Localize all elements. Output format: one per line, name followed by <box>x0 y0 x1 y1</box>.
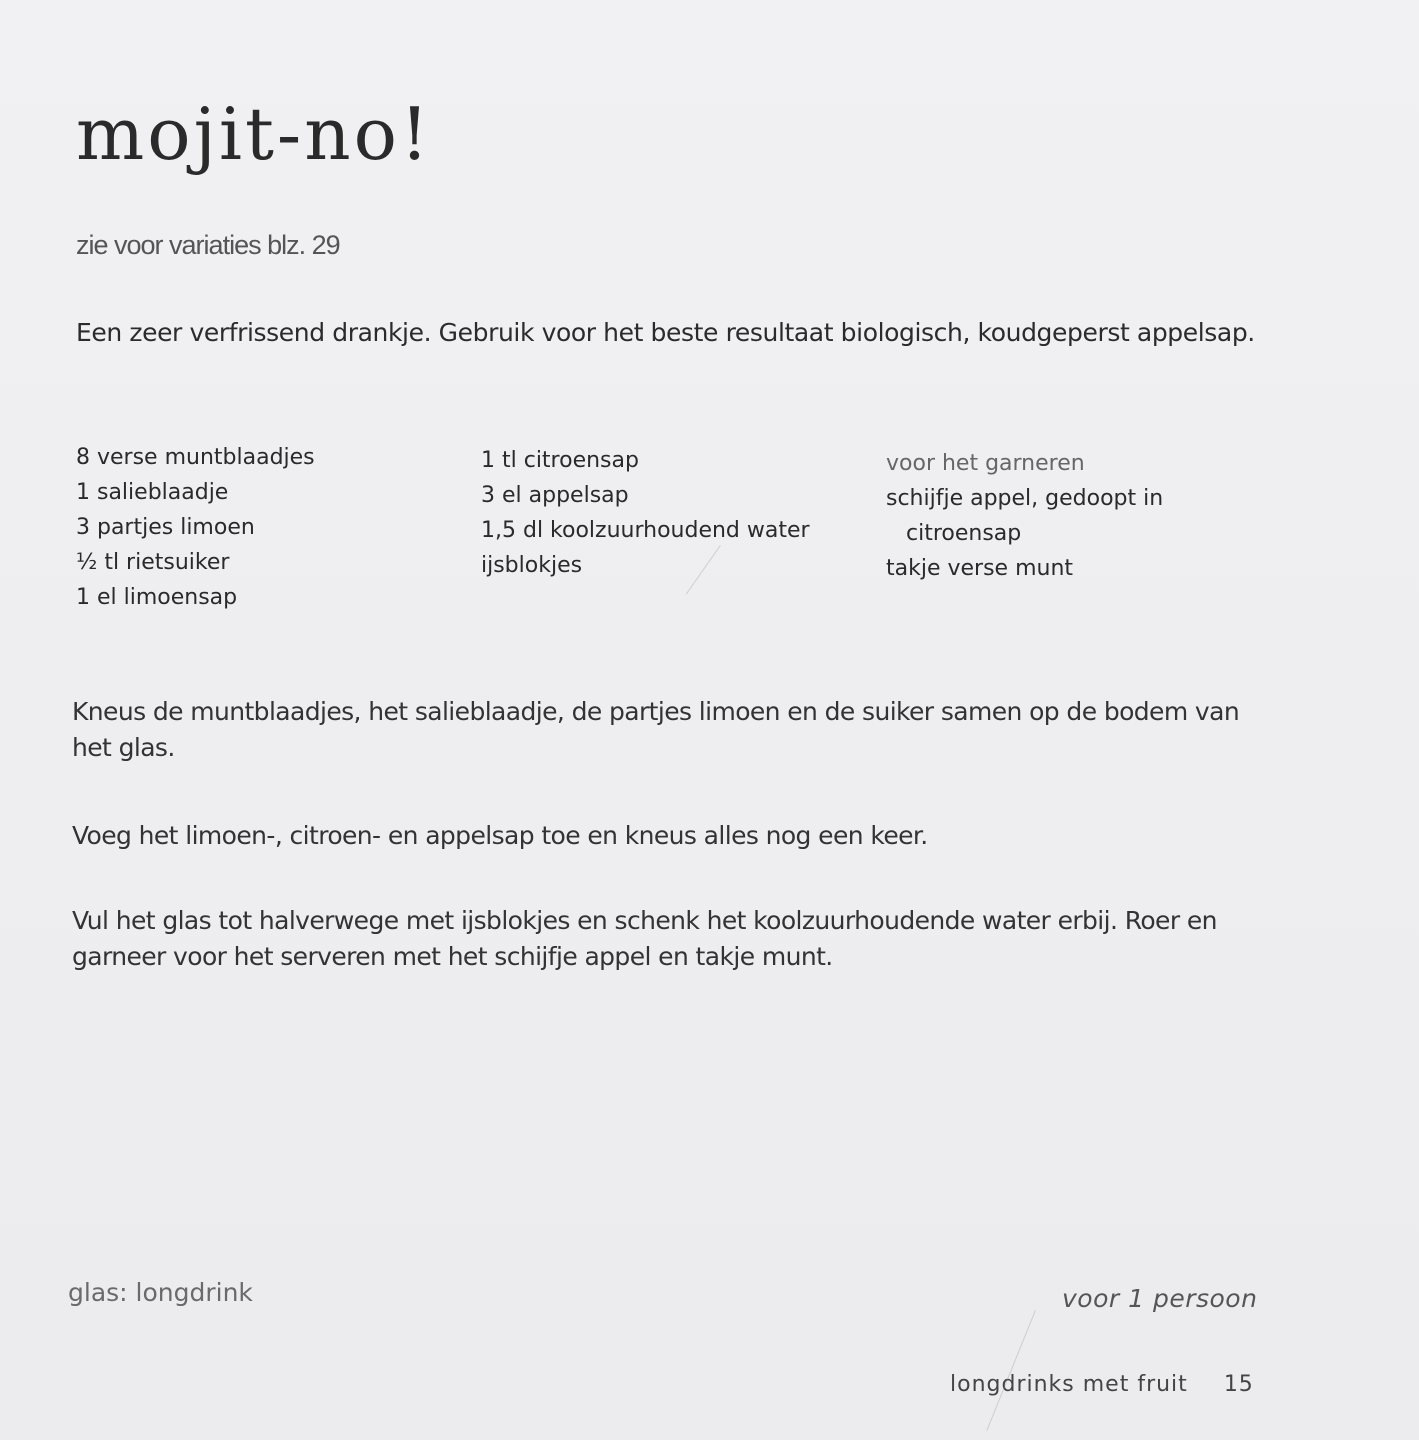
servings: voor 1 persoon <box>1062 1284 1258 1313</box>
instruction-step-3: Vul het glas tot halverwege met ijsblokjes en schenk het koolzuurhoudende water erbij. Roer en garneer voor het serveren met het schijfje appel en takje munt. <box>72 906 1217 971</box>
ingredients-column-1 <box>76 440 315 615</box>
ingredient-item: ijsblokjes <box>481 553 583 578</box>
instruction-step-2: Voeg het limoen-, citroen- en appelsap toe en kneus alles nog een keer. <box>72 821 928 850</box>
page-footer <box>950 1372 1254 1397</box>
garnish-item: schijfje appel, gedoopt in <box>886 486 1164 511</box>
recipe-title: mojit-no! <box>76 92 432 176</box>
variations-reference: zie voor variaties blz. 29 <box>76 230 340 260</box>
glass-type: glas: longdrink <box>68 1278 253 1307</box>
ingredient-item: ½ tl rietsuiker <box>76 550 230 575</box>
ingredient-item: 1 tl citroensap <box>481 448 639 473</box>
ingredient-item: 3 partjes limoen <box>76 515 255 540</box>
garnish-heading: voor het garneren <box>886 451 1085 476</box>
paper-crease <box>986 1310 1036 1431</box>
ingredient-item: 3 el appelsap <box>481 483 629 508</box>
instruction-step-1: Kneus de muntblaadjes, het salieblaadje, de partjes limoen en de suiker samen op de bodem van het glas. <box>72 697 1240 762</box>
section-name: longdrinks met fruit <box>950 1372 1188 1397</box>
ingredient-item: 1 salieblaadje <box>76 480 229 505</box>
garnish-item-continuation: citroensap <box>906 521 1022 546</box>
garnish-column <box>886 446 1163 586</box>
page-number: 15 <box>1223 1372 1254 1397</box>
ingredient-item: 1,5 dl koolzuurhoudend water <box>481 518 810 543</box>
ingredients-column-2 <box>481 443 810 583</box>
garnish-item: takje verse munt <box>886 556 1074 581</box>
recipe-intro: Een zeer verfrissend drankje. Gebruik voor het beste resultaat biologisch, koudgeperst appelsap. <box>76 318 1255 347</box>
ingredient-item: 1 el limoensap <box>76 585 238 610</box>
ingredient-item: 8 verse muntblaadjes <box>76 445 315 470</box>
